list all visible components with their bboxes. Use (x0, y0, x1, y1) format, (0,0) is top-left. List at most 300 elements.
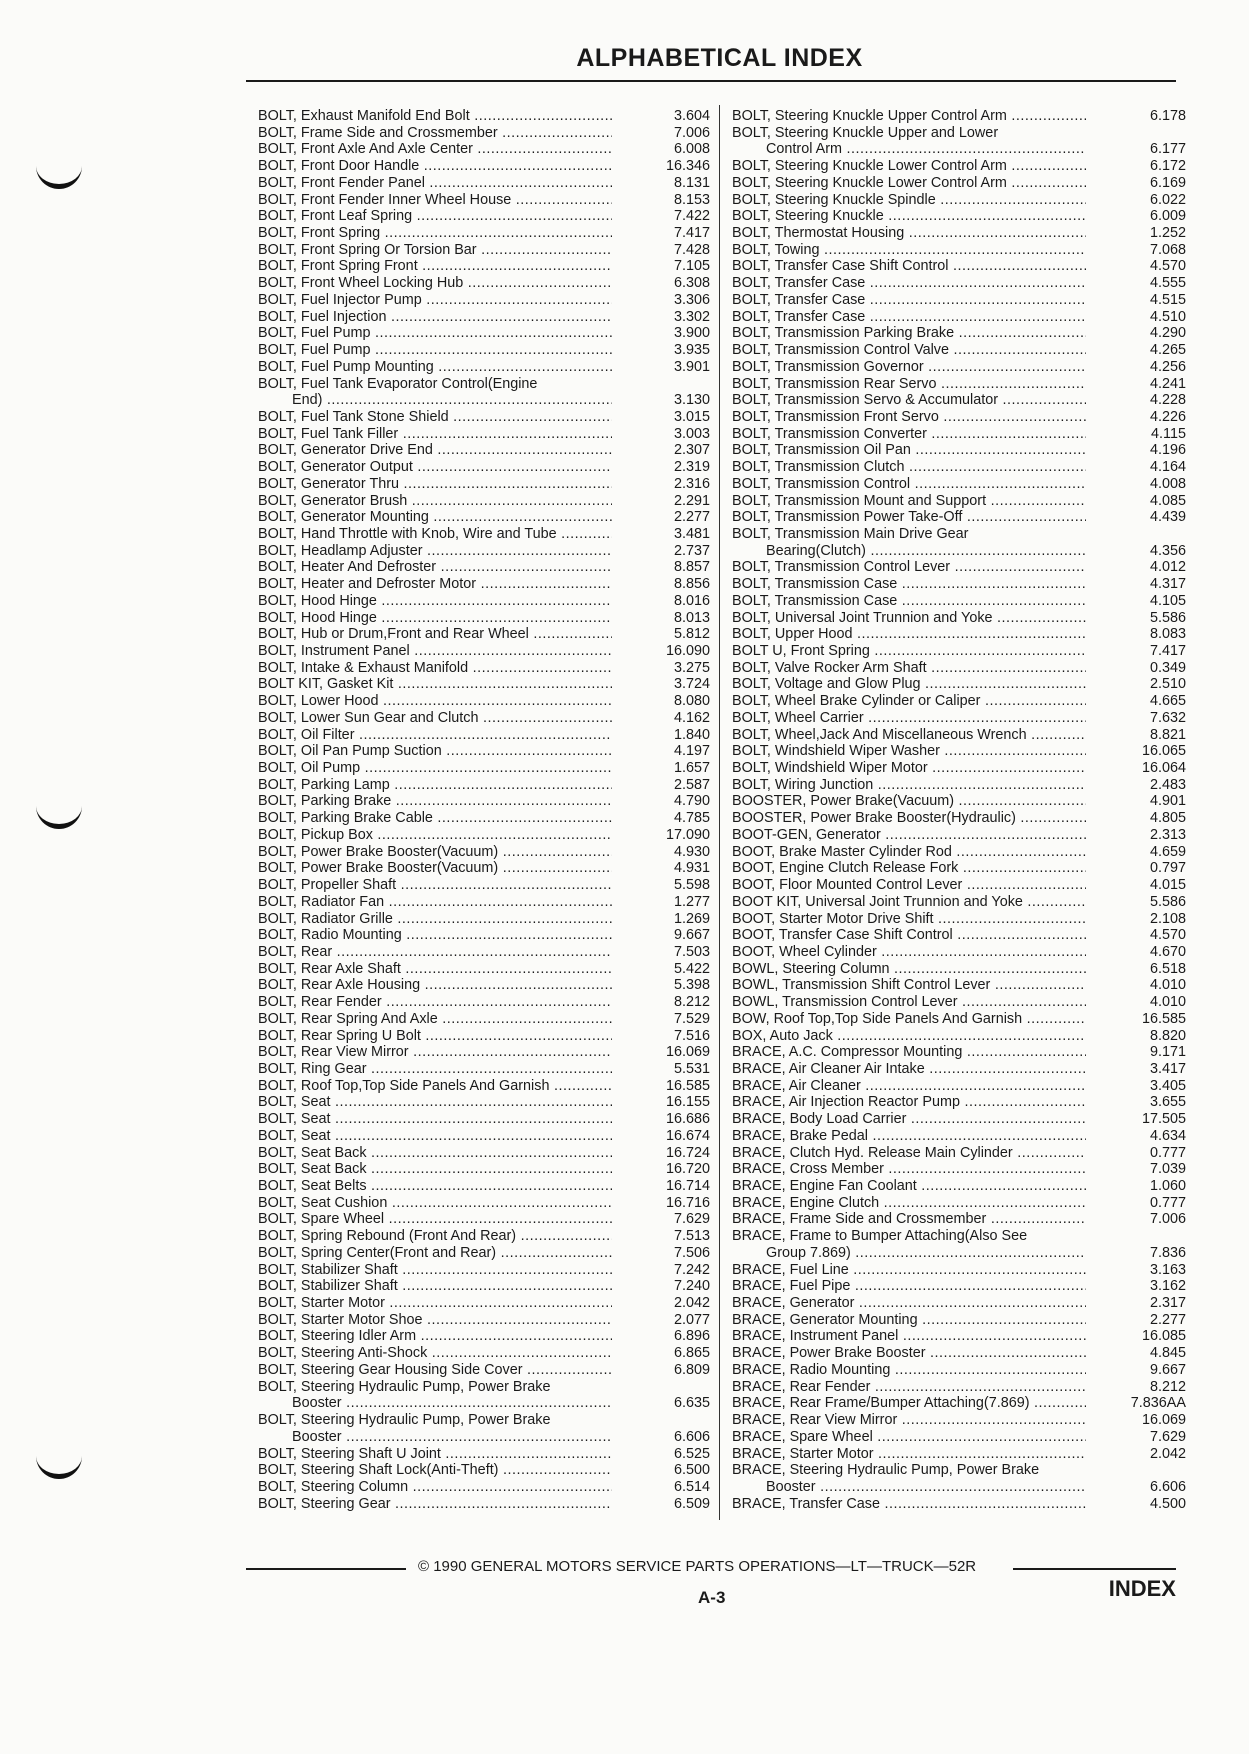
index-entry (258, 593, 710, 610)
index-entry-page: 3.417 (1149, 1060, 1186, 1077)
index-entry-page: 8.857 (673, 559, 710, 576)
binder-hole-mark (36, 800, 82, 829)
index-entry (258, 1228, 710, 1245)
index-entry-page: 5.586 (1149, 893, 1186, 910)
index-entry-page: 8.016 (673, 592, 710, 609)
index-entry-label: BOLT, Spring Center(Front and Rear) ..... (258, 1245, 612, 1262)
index-entry-label: BOOT, Floor Mounted Control Lever ..... (732, 877, 1086, 894)
index-entry (732, 392, 1186, 409)
index-entry-page: 0.777 (1149, 1194, 1186, 1211)
index-entry-page: 3.015 (673, 408, 710, 425)
index-entry-label: BOOT-GEN, Generator ..... (732, 827, 1086, 844)
index-entry (258, 1446, 710, 1463)
index-entry-page: 4.010 (1149, 994, 1186, 1011)
index-entry (258, 309, 710, 326)
index-entry-page: 2.317 (1149, 1295, 1186, 1312)
index-entry (732, 660, 1186, 677)
index-entry-page: 7.529 (673, 1010, 710, 1027)
index-entry-label: BOLT, Transfer Case Shift Control ..... (732, 258, 1086, 275)
index-entry-label: BOLT, Fuel Pump Mounting ..... (258, 359, 612, 376)
index-entry (732, 693, 1186, 710)
index-entry-label: BOLT, Transmission Control Valve ..... (732, 342, 1086, 359)
index-entry-page: 4.317 (1149, 576, 1186, 593)
index-entry-label: BOLT, Generator Mounting ..... (258, 509, 612, 526)
index-entry (732, 844, 1186, 861)
index-entry-label-continued: Booster ..... (292, 1429, 612, 1446)
index-entry-label-continued: End) ..... (292, 392, 612, 409)
index-entry-label: BOLT, Steering Knuckle Upper and Lower (732, 124, 999, 141)
index-entry-page: 4.012 (1149, 559, 1186, 576)
index-entry-label: BOLT, Transmission Main Drive Gear (732, 525, 969, 542)
index-entry-page: 7.428 (673, 241, 710, 258)
index-entry-page: 16.585 (1141, 1010, 1186, 1027)
index-entry (258, 710, 710, 727)
index-entry (732, 426, 1186, 443)
index-entry-label: BOLT, Transmission Front Servo ..... (732, 409, 1086, 426)
index-entry-label: BOLT, Fuel Injector Pump ..... (258, 292, 612, 309)
index-entry-label: BRACE, A.C. Compressor Mounting ..... (732, 1044, 1086, 1061)
index-entry-page: 6.896 (673, 1328, 710, 1345)
index-entry-page: 16.090 (665, 643, 710, 659)
index-entry (732, 994, 1186, 1011)
index-entry (258, 1145, 710, 1162)
index-entry-label: BOLT, Oil Pump ..... (258, 760, 612, 777)
index-entry-page: 7.242 (673, 1261, 710, 1278)
index-entry-label: BRACE, Rear Frame/Bumper Attaching(7.869) ..... (732, 1395, 1086, 1412)
index-entry-page: 4.197 (673, 743, 710, 760)
index-entry-page: 4.265 (1149, 342, 1186, 359)
title-rule (246, 80, 1176, 82)
index-entry (258, 810, 710, 827)
index-entry (732, 1094, 1186, 1111)
index-entry (732, 643, 1186, 660)
index-entry-page: 16.724 (665, 1144, 710, 1161)
index-entry (732, 125, 1186, 158)
index-entry (258, 743, 710, 760)
index-entry-page: 7.629 (1149, 1428, 1186, 1445)
index-entry-page: 4.164 (1149, 459, 1186, 476)
index-entry-label: BOLT, Transfer Case ..... (732, 292, 1086, 309)
index-entry-page: 4.634 (1149, 1127, 1186, 1144)
index-entry-page: 4.085 (1149, 492, 1186, 509)
index-entry-page: 1.060 (1149, 1178, 1186, 1194)
index-entry (732, 292, 1186, 309)
index-entry (258, 442, 710, 459)
index-entry-page: 16.716 (665, 1194, 710, 1211)
index-entry (732, 175, 1186, 192)
index-entry-page: 3.604 (673, 108, 710, 124)
index-entry-page: 6.606 (1149, 1478, 1186, 1495)
index-entry-label: BRACE, Generator ..... (732, 1295, 1086, 1312)
index-entry-label: BOOT, Wheel Cylinder ..... (732, 944, 1086, 961)
index-entry (258, 1061, 710, 1078)
index-entry (258, 342, 710, 359)
index-entry (258, 426, 710, 443)
index-entry-page: 3.935 (673, 342, 710, 359)
index-entry (732, 442, 1186, 459)
index-entry-page: 16.069 (1141, 1412, 1186, 1429)
index-entry-label: BOLT, Transmission Servo & Accumulator ..... (732, 392, 1086, 409)
index-entry (258, 192, 710, 209)
index-entry-label-continued: Control Arm ..... (766, 141, 1086, 158)
index-entry-label: BOLT, Transmission Parking Brake ..... (732, 325, 1086, 342)
index-entry (732, 1462, 1186, 1495)
index-column-left (258, 108, 710, 1512)
index-entry-page: 2.108 (1149, 910, 1186, 927)
index-entry-page: 8.821 (1149, 726, 1186, 743)
index-entry-label: BOLT, Generator Output ..... (258, 459, 612, 476)
index-entry-label: BOLT, Transmission Control Lever ..... (732, 559, 1086, 576)
index-entry (732, 1312, 1186, 1329)
index-entry (732, 977, 1186, 994)
index-entry (732, 1496, 1186, 1513)
index-entry (732, 894, 1186, 911)
index-entry-page: 1.840 (673, 726, 710, 743)
binder-hole-mark (36, 1450, 82, 1479)
index-entry (258, 1479, 710, 1496)
index-entry (258, 1245, 710, 1262)
index-entry (258, 927, 710, 944)
index-entry-label: BOLT, Transmission Control ..... (732, 476, 1086, 493)
index-entry-page: 7.836AA (1130, 1395, 1186, 1412)
index-entry-page: 2.483 (1149, 776, 1186, 793)
index-entry-label: BOLT, Wheel Brake Cylinder or Caliper ..... (732, 693, 1086, 710)
index-entry-label: BOLT, Steering Knuckle ..... (732, 208, 1086, 225)
index-entry-page: 16.065 (1141, 743, 1186, 760)
index-entry-page: 4.570 (1149, 927, 1186, 944)
index-entry-page: 16.155 (665, 1094, 710, 1111)
index-entry (258, 961, 710, 978)
index-entry-page: 6.308 (673, 275, 710, 292)
index-entry (258, 626, 710, 643)
index-entry-page: 3.481 (673, 525, 710, 542)
index-entry-label: BOWL, Transmission Control Lever ..... (732, 994, 1086, 1011)
index-entry (732, 1379, 1186, 1396)
index-entry-label: BRACE, Generator Mounting ..... (732, 1312, 1086, 1329)
index-entry-label: BRACE, Frame to Bumper Attaching(Also See (732, 1228, 1028, 1245)
index-entry (732, 727, 1186, 744)
index-entry (732, 359, 1186, 376)
index-entry-label: BOLT, Transmission Governor ..... (732, 359, 1086, 376)
index-entry-page: 2.277 (1149, 1311, 1186, 1328)
index-entry-label: BOLT, Radiator Fan ..... (258, 894, 612, 911)
index-entry-label: BOLT, Front Spring Or Torsion Bar ..... (258, 242, 612, 259)
index-entry-label: BOW, Roof Top,Top Side Panels And Garnish ..... (732, 1011, 1086, 1028)
index-entry-label: BOLT, Oil Pan Pump Suction ..... (258, 743, 612, 760)
page-title: ALPHABETICAL INDEX (576, 44, 863, 72)
index-entry (258, 292, 710, 309)
index-entry-page: 4.515 (1149, 291, 1186, 308)
index-entry (258, 158, 710, 175)
index-entry (732, 961, 1186, 978)
index-entry-page: 9.171 (1149, 1044, 1186, 1061)
index-entry-label: BOX, Auto Jack ..... (732, 1028, 1086, 1045)
index-entry-page: 2.737 (673, 542, 710, 559)
index-entry-page: 3.130 (673, 392, 710, 409)
index-entry-label: BOLT, Roof Top,Top Side Panels And Garnish ..... (258, 1078, 612, 1095)
index-entry-label: BOLT, Frame Side and Crossmember ..... (258, 125, 612, 142)
index-entry-label: BOLT, Seat Back ..... (258, 1145, 612, 1162)
index-entry (732, 860, 1186, 877)
index-entry-label: BOLT, Steering Knuckle Spindle ..... (732, 192, 1086, 209)
index-entry-page: 6.606 (673, 1428, 710, 1445)
index-entry (258, 676, 710, 693)
index-entry-label: BOLT, Spare Wheel ..... (258, 1211, 612, 1228)
index-entry-page: 2.307 (673, 442, 710, 459)
index-entry (732, 1429, 1186, 1446)
index-entry-label: BOLT, Lower Sun Gear and Clutch ..... (258, 710, 612, 727)
index-entry (732, 710, 1186, 727)
index-entry-label: BOWL, Transmission Shift Control Lever ..... (732, 977, 1086, 994)
index-entry-label: BRACE, Fuel Line ..... (732, 1262, 1086, 1279)
index-entry-label: BOLT, Generator Drive End ..... (258, 442, 612, 459)
index-entry-label: BOLT, Transmission Rear Servo ..... (732, 376, 1086, 393)
index-entry-label: BOLT, Towing ..... (732, 242, 1086, 259)
index-entry (732, 1028, 1186, 1045)
index-entry (732, 526, 1186, 559)
index-entry (258, 911, 710, 928)
index-entry-page: 7.240 (673, 1278, 710, 1295)
index-entry-page: 16.674 (665, 1127, 710, 1144)
index-entry-page: 7.516 (673, 1027, 710, 1044)
index-entry-label: BRACE, Steering Hydraulic Pump, Power Brake (732, 1462, 1040, 1479)
index-entry (258, 359, 710, 376)
index-entry-page: 8.153 (673, 191, 710, 208)
index-entry-page: 3.306 (673, 291, 710, 308)
index-entry (258, 175, 710, 192)
index-entry-label: BOLT, Front Fender Inner Wheel House ..... (258, 192, 612, 209)
index-entry-page: 4.665 (1149, 693, 1186, 710)
index-entry-label: BOLT, Transfer Case ..... (732, 275, 1086, 292)
index-entry (732, 242, 1186, 259)
index-entry-page: 8.820 (1149, 1027, 1186, 1044)
index-entry (732, 476, 1186, 493)
index-entry-page: 5.422 (673, 960, 710, 977)
index-entry-page: 16.085 (1141, 1328, 1186, 1345)
index-entry-label: BOLT U, Front Spring ..... (732, 643, 1086, 660)
index-entry (732, 877, 1186, 894)
index-entry-page: 2.319 (673, 459, 710, 476)
index-entry (258, 576, 710, 593)
index-entry (258, 108, 710, 125)
index-entry-page: 4.845 (1149, 1345, 1186, 1362)
index-entry (258, 844, 710, 861)
index-entry (732, 325, 1186, 342)
index-entry (258, 325, 710, 342)
index-entry (732, 1178, 1186, 1195)
index-entry (258, 793, 710, 810)
index-entry-page: 6.172 (1149, 158, 1186, 175)
index-entry-label: BOLT, Steering Knuckle Lower Control Arm ..... (732, 158, 1086, 175)
index-entry-label: BOOT, Engine Clutch Release Fork ..... (732, 860, 1086, 877)
index-entry-page: 4.196 (1149, 442, 1186, 459)
index-entry (258, 493, 710, 510)
index-entry-page: 2.291 (673, 492, 710, 509)
index-entry-label: BOLT, Valve Rocker Arm Shaft ..... (732, 660, 1086, 677)
index-entry (258, 1195, 710, 1212)
index-entry-page: 4.015 (1149, 877, 1186, 894)
index-entry-page: 0.797 (1149, 860, 1186, 877)
index-entry-label: BOLT, Transmission Case ..... (732, 593, 1086, 610)
index-entry-label: BOLT, Steering Gear ..... (258, 1496, 612, 1513)
index-entry-label: BOLT, Voltage and Glow Plug ..... (732, 676, 1086, 693)
index-entry-page: 3.275 (673, 659, 710, 676)
index-entry-page: 6.169 (1149, 174, 1186, 191)
index-entry-page: 3.162 (1149, 1278, 1186, 1295)
index-entry (258, 1161, 710, 1178)
index-entry (258, 559, 710, 576)
index-entry (258, 877, 710, 894)
index-entry-label: BOOSTER, Power Brake Booster(Hydraulic) ..... (732, 810, 1086, 827)
index-entry-label: BOLT, Hood Hinge ..... (258, 593, 612, 610)
index-entry-page: 6.635 (673, 1395, 710, 1412)
index-entry-label: BOLT, Rear ..... (258, 944, 612, 961)
index-entry (258, 1128, 710, 1145)
index-entry-page: 5.531 (673, 1060, 710, 1077)
index-entry-label: BOLT, Transmission Oil Pan ..... (732, 442, 1086, 459)
index-entry (258, 944, 710, 961)
index-entry-label: BOLT, Front Axle And Axle Center ..... (258, 141, 612, 158)
index-entry-label: BRACE, Starter Motor ..... (732, 1446, 1086, 1463)
index-entry-label: BOLT, Fuel Pump ..... (258, 325, 612, 342)
index-entry (258, 476, 710, 493)
index-entry-page: 6.865 (673, 1345, 710, 1362)
index-entry-label: BOLT, Windshield Wiper Washer ..... (732, 743, 1086, 760)
index-entry-label: BOLT, Headlamp Adjuster ..... (258, 543, 612, 560)
index-entry-page: 7.629 (673, 1211, 710, 1228)
index-entry-label: BOLT, Ring Gear ..... (258, 1061, 612, 1078)
index-entry (732, 1011, 1186, 1028)
index-entry (732, 911, 1186, 928)
index-entry-label: BOLT, Steering Shaft Lock(Anti-Theft) ..... (258, 1462, 612, 1479)
index-entry-label: BOLT, Hub or Drum,Front and Rear Wheel ..... (258, 626, 612, 643)
index-entry (258, 242, 710, 259)
index-entry-label: BOLT, Wheel,Jack And Miscellaneous Wrench ..... (732, 727, 1086, 744)
index-entry-page: 7.068 (1149, 241, 1186, 258)
index-entry-label: BOLT, Stabilizer Shaft ..... (258, 1262, 612, 1279)
index-entry-page: 8.856 (673, 576, 710, 593)
index-entry-label: BOLT, Thermostat Housing ..... (732, 225, 1086, 242)
index-entry (732, 827, 1186, 844)
index-entry (258, 543, 710, 560)
index-entry-label: BOLT, Stabilizer Shaft ..... (258, 1278, 612, 1295)
index-entry-label-continued: Booster ..... (292, 1395, 612, 1412)
index-entry-label: BOLT, Steering Gear Housing Side Cover ..... (258, 1362, 612, 1379)
index-entry (732, 593, 1186, 610)
index-entry-page: 7.417 (673, 225, 710, 242)
index-entry-label: BOLT, Front Spring Front ..... (258, 258, 612, 275)
index-entry (258, 1328, 710, 1345)
index-entry-page: 1.277 (673, 893, 710, 910)
index-entry-label: BOLT, Rear Spring U Bolt ..... (258, 1028, 612, 1045)
index-entry (258, 1345, 710, 1362)
index-entry-label: BOLT, Starter Motor Shoe ..... (258, 1312, 612, 1329)
index-entry-page: 1.252 (1149, 225, 1186, 242)
index-entry-label: BOLT, Fuel Pump ..... (258, 342, 612, 359)
index-entry (732, 309, 1186, 326)
index-entry (258, 977, 710, 994)
index-entry-label: BOLT, Transmission Clutch ..... (732, 459, 1086, 476)
index-entry (732, 192, 1186, 209)
index-entry (732, 275, 1186, 292)
index-entry (732, 1395, 1186, 1412)
index-entry (258, 1262, 710, 1279)
index-entry-label: BRACE, Radio Mounting ..... (732, 1362, 1086, 1379)
index-entry-page: 2.313 (1149, 826, 1186, 843)
index-entry (258, 1412, 710, 1445)
index-entry-label-continued: Booster ..... (766, 1479, 1086, 1496)
index-entry-label: BOLT, Oil Filter ..... (258, 727, 612, 744)
index-entry-label: BOLT, Heater and Defroster Motor ..... (258, 576, 612, 593)
index-entry-label: BOLT, Rear Spring And Axle ..... (258, 1011, 612, 1028)
index-entry-page: 17.505 (1141, 1111, 1186, 1128)
index-entry-page: 4.439 (1149, 509, 1186, 526)
index-entry (732, 1044, 1186, 1061)
index-entry-label: BOLT, Front Wheel Locking Hub ..... (258, 275, 612, 292)
index-entry-page: 9.667 (1149, 1361, 1186, 1378)
index-entry (258, 1211, 710, 1228)
index-entry-page: 6.509 (673, 1495, 710, 1512)
index-entry (258, 1278, 710, 1295)
index-entry-label: BRACE, Instrument Panel ..... (732, 1328, 1086, 1345)
index-entry (732, 1412, 1186, 1429)
index-entry-page: 4.500 (1149, 1495, 1186, 1512)
index-entry-page: 3.163 (1149, 1261, 1186, 1278)
index-entry-page: 7.503 (673, 943, 710, 960)
index-entry-label: BOLT, Parking Brake ..... (258, 793, 612, 810)
index-entry-label: BOLT, Seat ..... (258, 1128, 612, 1145)
index-entry (258, 376, 710, 409)
index-entry (258, 777, 710, 794)
index-entry (258, 509, 710, 526)
index-entry-label: BOLT, Steering Knuckle Lower Control Arm ..... (732, 175, 1086, 192)
index-entry-label: BOLT, Seat ..... (258, 1111, 612, 1128)
index-entry (258, 1362, 710, 1379)
index-entry-label: BOWL, Steering Column ..... (732, 961, 1086, 978)
index-entry-page: 6.178 (1149, 108, 1186, 124)
index-entry-page: 4.659 (1149, 843, 1186, 860)
index-entry (732, 626, 1186, 643)
index-entry-page: 7.006 (673, 124, 710, 141)
index-entry (732, 1345, 1186, 1362)
index-entry (732, 610, 1186, 627)
index-entry (258, 1295, 710, 1312)
index-entry-label: BOLT, Front Spring ..... (258, 225, 612, 242)
index-entry-page: 0.777 (1149, 1144, 1186, 1161)
index-entry-page: 16.064 (1141, 760, 1186, 777)
index-entry-page: 7.506 (673, 1244, 710, 1261)
footer-rule-left (246, 1568, 406, 1570)
index-entry (258, 225, 710, 242)
index-entry (732, 258, 1186, 275)
index-entry (732, 576, 1186, 593)
index-entry (732, 108, 1186, 125)
index-entry-page: 4.931 (673, 860, 710, 877)
index-entry-page: 16.585 (665, 1077, 710, 1094)
index-entry-label: BOLT, Wiring Junction ..... (732, 777, 1086, 794)
index-entry-page: 2.316 (673, 475, 710, 492)
index-entry-label: BOLT, Spring Rebound (Front And Rear) ..... (258, 1228, 612, 1245)
index-entry (258, 610, 710, 627)
index-entry-page: 7.105 (673, 258, 710, 275)
index-entry-label: BOLT, Steering Anti-Shock ..... (258, 1345, 612, 1362)
index-entry-label: BOLT KIT, Gasket Kit ..... (258, 676, 612, 693)
index-entry-label: BOLT, Power Brake Booster(Vacuum) ..... (258, 844, 612, 861)
index-entry-page: 4.115 (1151, 425, 1186, 442)
index-entry-label: BOOT KIT, Universal Joint Trunnion and Yoke ..... (732, 894, 1086, 911)
index-entry-page: 3.900 (673, 325, 710, 342)
index-entry (258, 643, 710, 660)
